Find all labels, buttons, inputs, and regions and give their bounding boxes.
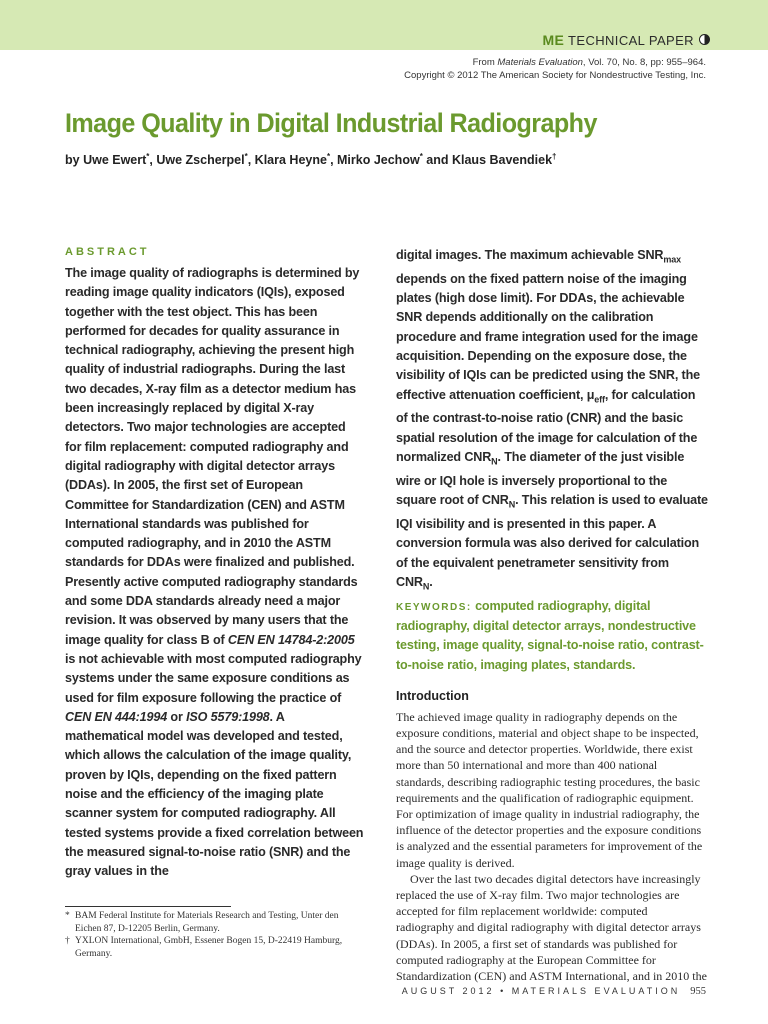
abstract-heading: ABSTRACT <box>65 246 150 258</box>
citation-line-2: Copyright © 2012 The American Society for Nondestructive Testing, Inc. <box>404 70 706 81</box>
standard-ref: CEN EN 444:1994 <box>65 709 168 724</box>
journal-name: Materials Evaluation <box>497 57 583 68</box>
byline: by Uwe Ewert*, Uwe Zscherpel*, Klara Heyne*, Mirko Jechow* and Klaus Bavendiek† <box>65 152 557 168</box>
footnote: † YXLON International, GmbH, Essener Bogen 15, D-22419 Hamburg, Germany. <box>65 936 343 959</box>
running-footer-text: AUGUST 2012 • MATERIALS EVALUATION <box>401 986 681 996</box>
author: Uwe Ewert <box>83 153 147 168</box>
introduction-heading: Introduction <box>396 688 469 703</box>
half-circle-icon <box>699 34 710 45</box>
standard-ref: CEN EN 14784-2:2005 <box>227 632 355 647</box>
standard-ref: ISO 5579:1998 <box>186 709 270 724</box>
citation-line-1: From Materials Evaluation, Vol. 70, No. 8, pp: 955–964. <box>472 57 706 68</box>
author: Mirko Jechow <box>337 153 420 168</box>
page-number: 955 <box>690 986 706 997</box>
section-name: TECHNICAL PAPER <box>568 33 694 48</box>
citation <box>404 56 706 82</box>
author: Uwe Zscherpel <box>156 153 245 168</box>
footnotes <box>65 910 365 960</box>
intro-paragraph-1: The achieved image quality in radiography depends on the exposure conditions, material and object shape to be inspected, and the source and detector properties. Worldwide, there exist more than 50 international and more than 400 national standards, describing radiographic testing procedures, the basic requirements and the qualification of radiographic equipment. For optimization of image quality in industrial radiography, the influence of the detector properties and the exposure conditions is analyzed and the essential parameters for improvement of the image quality is derived. <box>396 709 703 870</box>
keywords-list: computed radiography, digital radiography, digital detector arrays, nondestructive testing, image quality, signal-to-noise ratio, contrast-to-noise ratio, imaging plates, standards. <box>396 598 704 672</box>
author: Klara Heyne <box>254 153 327 168</box>
journal-brand: ME <box>542 32 565 48</box>
abstract-continued: digital images. The maximum achievable $SNR_{max}$ depends on the fixed pattern noise of the imaging plates (high dose limit). For DDAs, the achievable SNR depends additionally on the calibration procedure and frame integration used for the image acquisition. Depending on the exposure dose, the visibility of IQIs can be predicted using the SNR, the effective attenuation coefficient, $\mu_{eff}$, for calculation of the contrast-to-noise ratio (CNR) and the basic spatial resolution of the image for calculation of the normalized $CNR_N$. The diameter of the just visible wire or IQI hole is inversely proportional to the square root of $CNR_N$. This relation is used to evaluate IQI visibility and is presented in this paper. A conversion formula was also derived for calculation of the equivalent penetrameter sensitivity from $CNR_N$. <box>396 248 708 592</box>
right-column <box>396 246 708 984</box>
left-column <box>65 246 365 882</box>
keywords-label: KEYWORDS: <box>396 601 472 613</box>
section-label <box>542 32 706 48</box>
abstract-text: The image quality of radiographs is determined by reading image quality indicators (IQIs), exposed together with the test object. This has been performed for decades for quality assurance in technical radiography, achieving the present high quality of industrial radiographs. During the last two decades, X-ray film as a detector medium has been increasingly replaced by digital X-ray detectors. Two major technologies are accepted for film replacement: computed radiography and digital radiography with digital detector arrays (DDAs). In 2005, the first set of European Committee for Standardization (CEN) and ASTM International standards was published for computed radiography, and in 2010 the ASTM standards for DDAs were finalized and published. Presently active computed radiography standards and some DDA standards already need a major revision. It was observed by many users that the image quality for class B of CEN EN 14784-2:2005 is not achievable with most computed radiography systems under the same exposure conditions as used for film exposure following the practice of CEN EN 444:1994 or ISO 5579:1998. A mathematical model was developed and tested, which allows the calculation of the image quality, proven by IQIs, depending on the fixed pattern noise and the efficiency of the imaging plate scanner system for computed radiography. All tested systems provide a fixed correlation between the measured signal-to-noise ratio (SNR) and the gray values in the <box>65 266 364 879</box>
author: Klaus Bavendiek <box>451 153 553 168</box>
running-footer <box>402 986 706 997</box>
footnote: * BAM Federal Institute for Materials Research and Testing, Unter den Eichen 87, D-12205 Berlin, Germany. <box>65 911 339 934</box>
intro-paragraph-2: Over the last two decades digital detectors have increasingly replaced the use of X-ray film. Two major technologies are accepted for film replacement worldwide: computed radiography and digital radiography with digital detector arrays (DDAs). In 2005, a first set of standards was published for computed radiography at the European Committee for Standardization (CEN) and ASTM International, and in 2010 the <box>396 871 707 984</box>
keywords <box>396 597 708 675</box>
footnote-divider <box>65 906 231 907</box>
paper-title: Image Quality in Digital Industrial Radiography <box>65 108 597 138</box>
